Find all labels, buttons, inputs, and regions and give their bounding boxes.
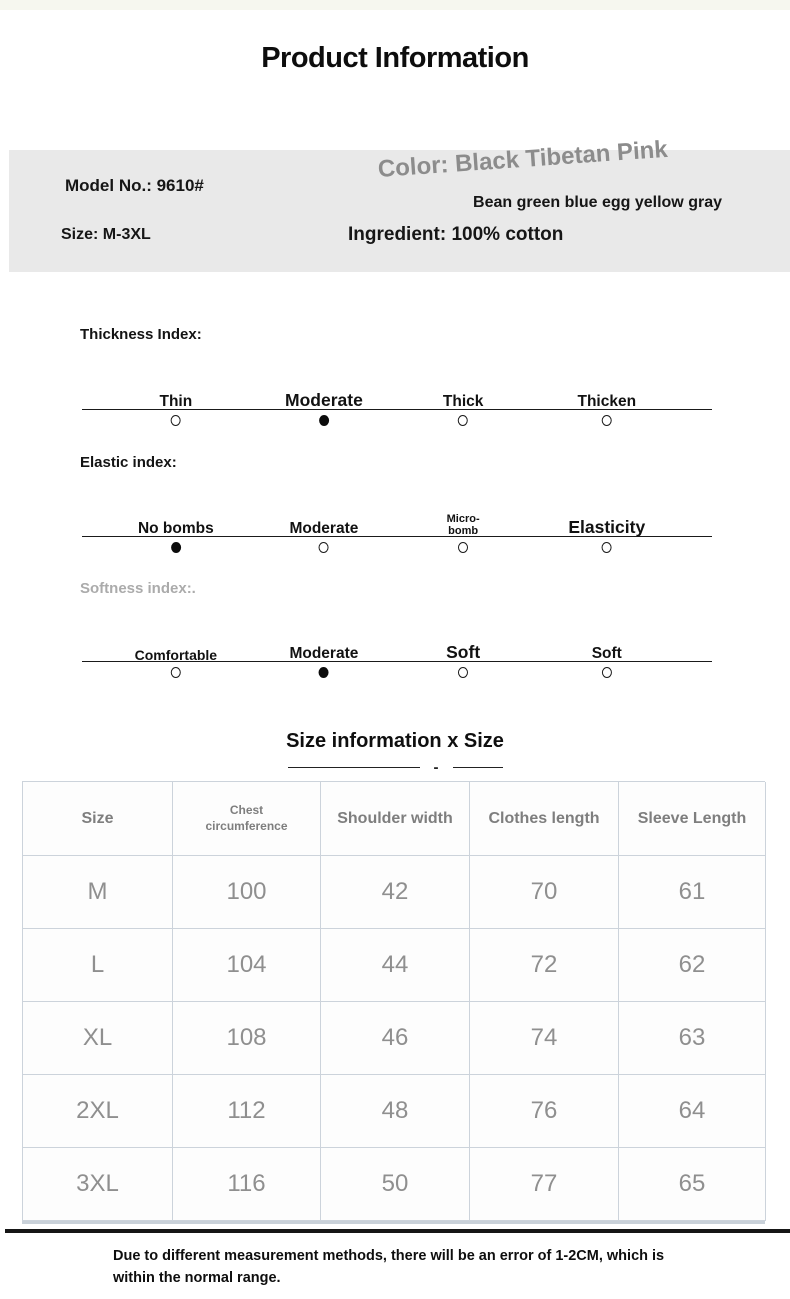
scale-dot-selected [319,415,329,426]
softness-option-comfortable: Comfortable [135,624,217,672]
color-options-text: Color: Black Tibetan Pink [377,135,669,184]
table-cell: 44 [321,929,470,1002]
elastic-option-micro-bomb: Micro-bomb [439,499,487,547]
table-cell: 62 [619,929,766,1002]
table-cell: 116 [173,1148,321,1221]
softness-scale [82,624,712,672]
table-cell-size-2xl: 2XL [23,1075,173,1148]
thickness-option-thick: Thick [443,372,483,420]
table-cell: 100 [173,856,321,929]
color-options-extra-text: Bean green blue egg yellow gray [473,194,722,211]
product-info-panel [9,135,790,272]
table-cell: 70 [470,856,619,929]
thickness-option-moderate: Moderate [285,372,363,420]
softness-option-soft-1: Soft [446,624,480,672]
size-range-text: Size: M-3XL [61,226,151,243]
underline-left [288,767,420,768]
scale-dot [458,415,468,426]
elastic-index-title: Elastic index: [80,454,177,471]
table-cell: 112 [173,1075,321,1148]
heading-underline-decoration [0,760,790,774]
scale-dot [602,415,612,426]
footer-divider-bar [5,1229,790,1233]
underline-dash: - [433,758,439,776]
scale-dot [602,667,612,678]
thickness-option-thin: Thin [160,372,193,420]
size-table-heading: Size information x Size [286,730,504,752]
softness-option-soft-2: Soft [592,624,622,672]
table-cell-size-xl: XL [23,1002,173,1075]
table-cell: 61 [619,856,766,929]
softness-index-title: Softness index:. [80,580,196,597]
table-cell: 63 [619,1002,766,1075]
model-number-text: Model No.: 9610# [65,176,204,195]
table-cell: 108 [173,1002,321,1075]
table-cell: 42 [321,856,470,929]
size-chart-table [22,781,765,1224]
elastic-option-no-bombs: No bombs [138,499,214,547]
scale-dot [458,542,468,553]
thickness-index-title: Thickness Index: [80,326,202,343]
table-cell: 64 [619,1075,766,1148]
table-cell-size-l: L [23,929,173,1002]
scale-dot-selected [319,667,329,678]
ingredient-text: Ingredient: 100% cotton [348,224,564,245]
table-cell: 77 [470,1148,619,1221]
table-cell: 76 [470,1075,619,1148]
measurement-disclaimer: Due to different measurement methods, there will be an error of 1-2CM, which is within the normal range. [113,1248,665,1287]
column-header-length: Clothes length [470,782,619,856]
column-header-chest: Chest circumference [173,782,321,856]
scale-dot [602,542,612,553]
underline-right [453,767,503,768]
column-header-size: Size [23,782,173,856]
thickness-scale [82,372,712,420]
column-header-sleeve: Sleeve Length [619,782,766,856]
softness-option-moderate: Moderate [289,624,358,672]
elastic-option-moderate: Moderate [289,499,358,547]
scale-dot [458,667,468,678]
thickness-option-thicken: Thicken [577,372,636,420]
column-header-shoulder: Shoulder width [321,782,470,856]
scale-dot-selected [171,542,181,553]
table-cell: 104 [173,929,321,1002]
top-accent-strip [0,0,790,10]
table-cell: 48 [321,1075,470,1148]
table-cell: 46 [321,1002,470,1075]
scale-dot [171,667,181,678]
elastic-option-elasticity: Elasticity [568,499,645,547]
table-cell: 50 [321,1148,470,1221]
table-cell-size-3xl: 3XL [23,1148,173,1221]
elastic-scale [82,499,712,547]
scale-dot [171,415,181,426]
table-cell: 72 [470,929,619,1002]
table-cell-size-m: M [23,856,173,929]
scale-dot [319,542,329,553]
page-title: Product Information [261,42,529,74]
table-cell: 65 [619,1148,766,1221]
table-cell: 74 [470,1002,619,1075]
